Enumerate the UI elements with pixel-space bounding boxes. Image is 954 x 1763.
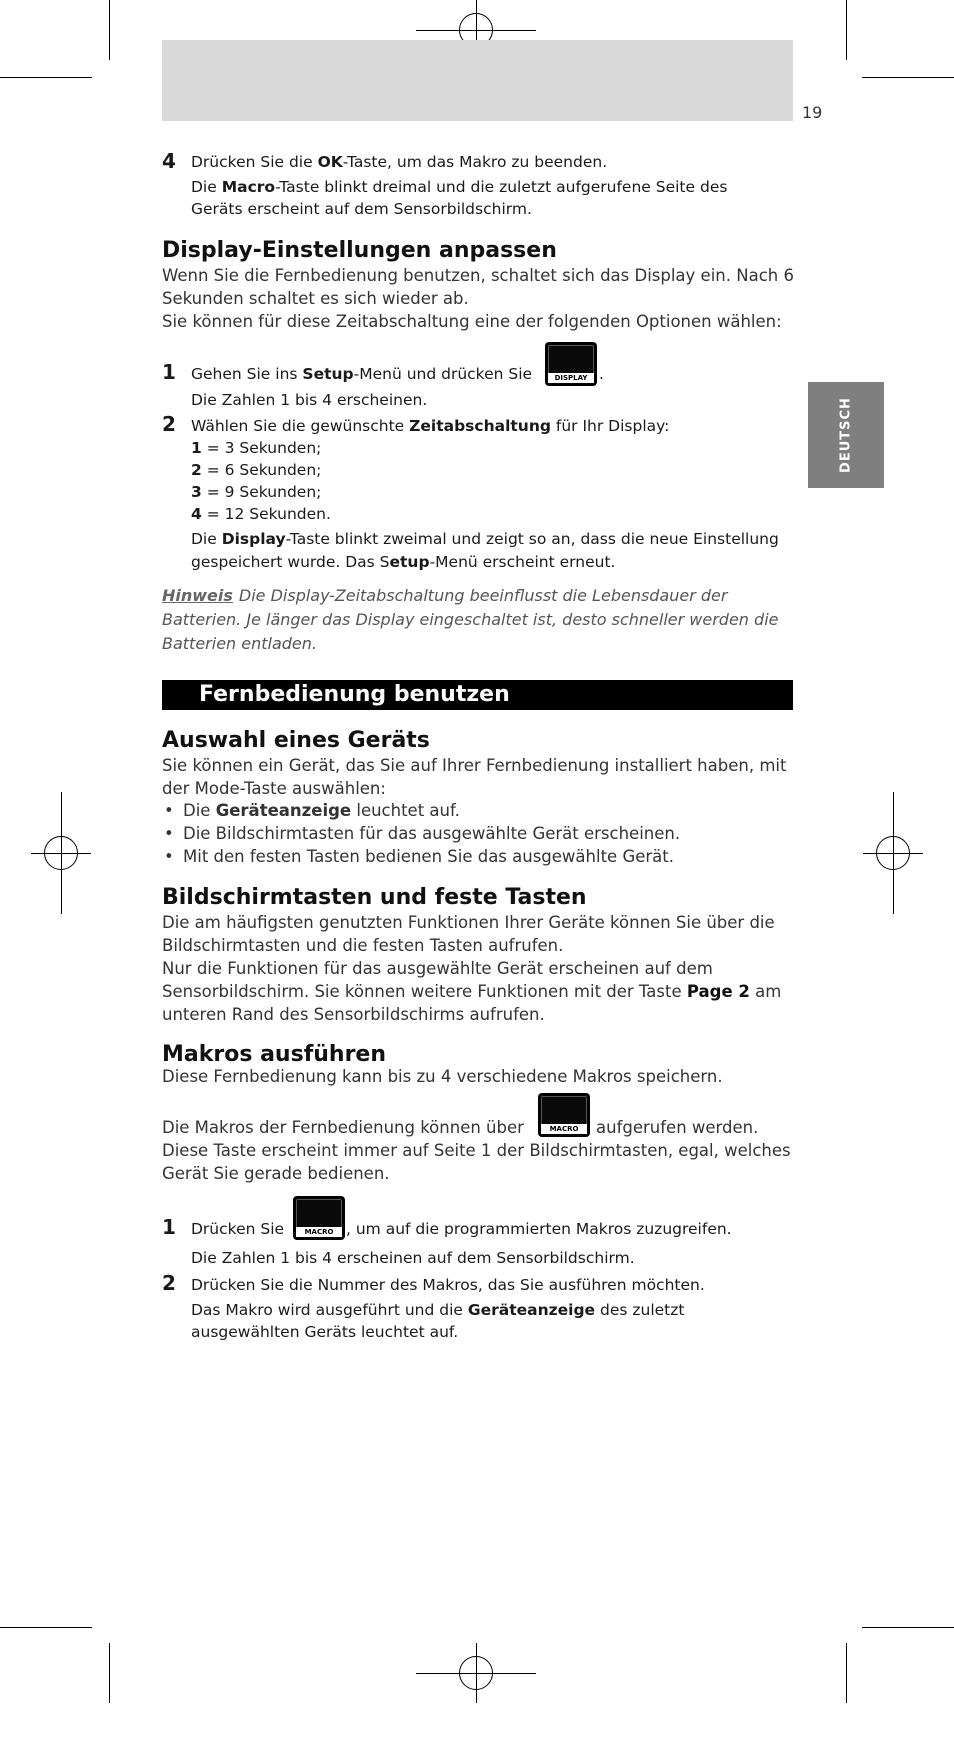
step-text: Drücken Sie die OK-Taste, um das Makro zu beenden. <box>191 153 608 171</box>
step-text: Die Display-Taste blinkt zweimal und zeigt so an, dass die neue Einstellung <box>191 530 779 548</box>
option-item: 4 = 12 Sekunden. <box>191 505 331 523</box>
note: Batterien entladen. <box>162 634 317 653</box>
step-text: Drücken Sie <box>191 1220 285 1238</box>
crop-mark <box>0 1627 92 1628</box>
paragraph: Diese Fernbedienung kann bis zu 4 verschiedene Makros speichern. <box>162 1067 723 1086</box>
note-label: Hinweis <box>162 586 233 605</box>
macro-key-icon: MACRO <box>538 1093 590 1137</box>
crop-mark <box>0 77 92 78</box>
language-tab-label: DEUTSCH <box>838 397 854 473</box>
section-heading: Display-Einstellungen anpassen <box>162 238 557 263</box>
crop-mark <box>862 1627 954 1628</box>
option-item: 1 = 3 Sekunden; <box>191 439 322 457</box>
step-text: Wählen Sie die gewünschte Zeitabschaltung für Ihr Display: <box>191 417 670 435</box>
step-text: Drücken Sie die Nummer des Makros, das Sie ausführen möchten. <box>191 1276 705 1294</box>
paragraph: Diese Taste erscheint immer auf Seite 1 der Bildschirmtasten, egal, welches <box>162 1141 791 1160</box>
step-text: Gehen Sie ins Setup-Menü und drücken Sie <box>191 365 533 383</box>
step-text: Das Makro wird ausgeführt und die Geräteanzeige des zuletzt <box>191 1301 685 1319</box>
option-item: 3 = 9 Sekunden; <box>191 483 322 501</box>
crop-mark <box>862 77 954 78</box>
section-heading: Makros ausführen <box>162 1042 387 1067</box>
step-text: . <box>599 365 604 383</box>
step-number: 1 <box>162 360 176 384</box>
paragraph: der Mode-Taste auswählen: <box>162 779 386 798</box>
macro-key-icon: MACRO <box>293 1196 345 1240</box>
paragraph: Wenn Sie die Fernbedienung benutzen, schaltet sich das Display ein. Nach 6 <box>162 266 794 285</box>
paragraph: Sie können ein Gerät, das Sie auf Ihrer Fernbedienung installiert haben, mit <box>162 756 787 775</box>
step-text: Die Zahlen 1 bis 4 erscheinen. <box>191 391 428 409</box>
list-item: • Mit den festen Tasten bedienen Sie das ausgewählte Gerät. <box>183 846 674 869</box>
language-tab <box>808 382 884 488</box>
step-number: 4 <box>162 149 176 173</box>
paragraph: aufgerufen werden. <box>596 1118 759 1137</box>
note: Batterien. Je länger das Display eingeschaltet ist, desto schneller werden die <box>162 610 779 629</box>
step-text: Die Macro-Taste blinkt dreimal und die zuletzt aufgerufene Seite des <box>191 178 728 196</box>
paragraph: Sekunden schaltet es sich wieder ab. <box>162 289 469 308</box>
step-number: 1 <box>162 1215 176 1239</box>
crop-mark <box>846 0 847 60</box>
list-item: • Die Geräteanzeige leuchtet auf. <box>183 800 460 823</box>
note: Hinweis Die Display-Zeitabschaltung beeinflusst die Lebensdauer der <box>162 586 728 605</box>
paragraph: Gerät Sie gerade bedienen. <box>162 1164 390 1183</box>
crop-mark <box>109 0 110 60</box>
step-text: Die Zahlen 1 bis 4 erscheinen auf dem Sensorbildschirm. <box>191 1249 635 1267</box>
step-text: Geräts erscheint auf dem Sensorbildschirm. <box>191 200 532 218</box>
step-number: 2 <box>162 412 176 436</box>
section-bar-title: Fernbedienung benutzen <box>199 682 510 707</box>
option-item: 2 = 6 Sekunden; <box>191 461 322 479</box>
step-number: 2 <box>162 1271 176 1295</box>
page-number: 19 <box>802 103 823 122</box>
crop-mark <box>109 1643 110 1703</box>
display-key-icon: DISPLAY <box>545 342 597 386</box>
section-heading: Bildschirmtasten und feste Tasten <box>162 885 587 910</box>
paragraph: Nur die Funktionen für das ausgewählte Gerät erscheinen auf dem <box>162 959 713 978</box>
section-bar <box>162 680 793 710</box>
list-item: • Die Bildschirmtasten für das ausgewählte Gerät erscheinen. <box>183 823 680 846</box>
paragraph: unteren Rand des Sensorbildschirms aufrufen. <box>162 1005 545 1024</box>
crop-mark <box>846 1643 847 1703</box>
paragraph: Sie können für diese Zeitabschaltung eine der folgenden Optionen wählen: <box>162 312 782 331</box>
header-band <box>162 40 793 121</box>
step-text: ausgewählten Geräts leuchtet auf. <box>191 1323 459 1341</box>
step-text: , um auf die programmierten Makros zuzugreifen. <box>346 1220 732 1238</box>
paragraph: Bildschirmtasten und die festen Tasten aufrufen. <box>162 936 564 955</box>
paragraph: Die am häufigsten genutzten Funktionen Ihrer Geräte können Sie über die <box>162 913 775 932</box>
section-heading: Auswahl eines Geräts <box>162 728 430 753</box>
step-text: gespeichert wurde. Das Setup-Menü erscheint erneut. <box>191 553 616 571</box>
paragraph: Sensorbildschirm. Sie können weitere Funktionen mit der Taste Page 2 am <box>162 982 782 1001</box>
paragraph: Die Makros der Fernbedienung können über <box>162 1118 524 1137</box>
